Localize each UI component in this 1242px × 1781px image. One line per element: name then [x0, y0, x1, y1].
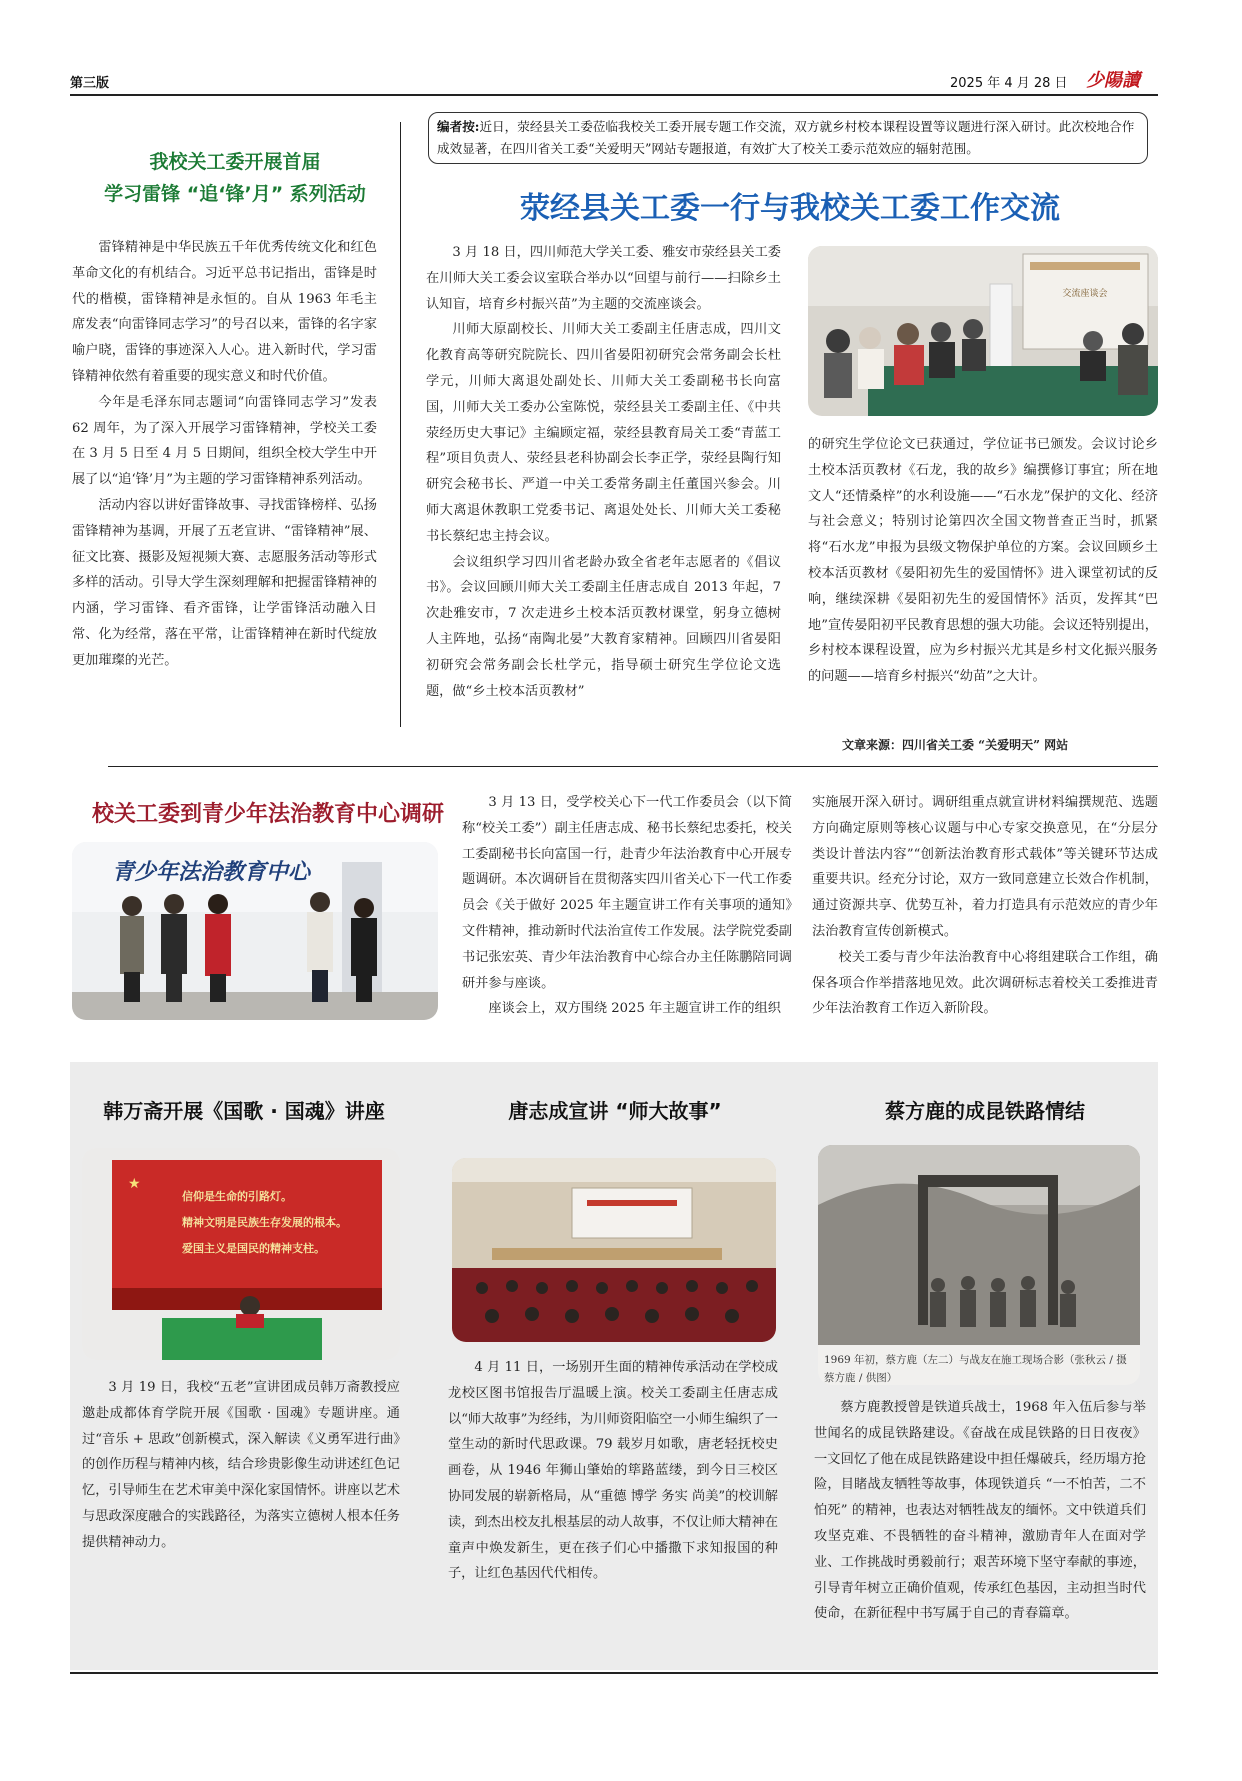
- slide-line: 信仰是生命的引路灯。: [182, 1190, 292, 1203]
- tang-lecture-hall-photo: [452, 1158, 776, 1342]
- han-text: [82, 1375, 400, 1556]
- tang-paragraph: 4 月 11 日，一场别开生面的精神传承活动在学校成龙校区图书馆报告厅温暖上演。校关工委副主任唐志成以“师大故事”为经纬，为川师资阳临空一小师生编织了一堂生动的新时代思政课。79 载岁月如歌，唐老轻抚校史画卷，从 1946 年狮山肇始的筚路蓝缕，到今日三校区协同发展的崭新格局，从“重德 博学 务实 尚美”的校训解读，到杰出校友扎根基层的动人故事，不仅让师大精神在童声中焕发新生，更在孩子们心中播撒下求知报国的种子，让红色基因代代相传。: [448, 1360, 778, 1582]
- svg-text:★: ★: [128, 1176, 141, 1192]
- law-center-sign-text: 青少年法治教育中心: [112, 860, 311, 885]
- lei-feng-paragraph: 今年是毛泽东同志题词“向雷锋同志学习”发表 62 周年，为了深入开展学习雷锋精神，学校关工委在 3 月 5 日至 4 月 5 日期间，组织全校大学生中开展了以“追‘锋’月”为主题的学习雷锋精神系列活动。: [72, 394, 377, 488]
- tang-text: [448, 1355, 778, 1587]
- cai-photo-caption: 1969 年初，蔡方鹿（左二）与战友在施工现场合影（张秋云 / 摄 蔡方鹿 / 供图）: [824, 1354, 1138, 1384]
- slide-line: 精神文明是民族生存发展的根本。: [182, 1216, 347, 1229]
- cai-paragraph: 蔡方鹿教授曾是铁道兵战士，1968 年入伍后参与举世闻名的成昆铁路建设。《奋战在成昆铁路的日日夜夜》一文回忆了他在成昆铁路建设中担任爆破兵，经历塌方抢险，目睹战友牺牲等故事，体现铁道兵 “一不怕苦，二不怕死” 的精神，也表达对牺牲战友的缅怀。文中铁道兵们攻坚克难、不畏牺牲的奋斗精神，激励青年人在面对学业、工作挑战时勇毅前行；艰苦环境下坚守奉献的事迹，引导青年树立正确价值观，传承红色基因，主动担当时代使命，在新征程中书写属于自己的青春篇章。: [814, 1400, 1146, 1622]
- yingjing-title: 荥经县关工委一行与我校关工委工作交流: [520, 191, 1060, 226]
- law-center-title: 校关工委到青少年法治教育中心调研: [92, 802, 445, 827]
- han-paragraph: 3 月 19 日，我校“五老”宣讲团成员韩万斋教授应邀赴成都体育学院开展《国歌 · 国魂》专题讲座。通过“音乐 + 思政”创新模式，深入解读《义勇军进行曲》的创作历程与精神内核，结合珍贵影像生动讲述红色记忆，引导师生在艺术审美中深化家国情怀。讲座以艺术与思政深度融合的实践路径，为落实立德树人根本任务提供精神动力。: [82, 1380, 400, 1550]
- tang-title: 唐志成宣讲 “师大故事”: [508, 1099, 722, 1123]
- yingjing-paragraph: 的研究生学位论文已获通过，学位证书已颁发。会议讨论乡土校本活页教材《石龙，我的故乡》编撰修订事宜；所在地文人“还情桑梓”的水利设施——“石水龙”保护的文化、经济与社会意义；特别讨论第四次全国文物普查正当时，抓紧将“石水龙”申报为县级文物保护单位的方案。会议回顾乡土校本活页教材《晏阳初先生的爱国情怀》进入课堂初试的反响，继续深耕《晏阳初先生的爱国情怀》活页，发挥其“巴地”宣传晏阳初平民教育思想的强大功能。会议还特别提出，乡村校本课程设置，应为乡村振兴尤其是乡村文化振兴服务的问题——培育乡村振兴“幼苗”之大计。: [808, 437, 1158, 685]
- yingjing-col1: [426, 240, 781, 704]
- yingjing-paragraph: 会议组织学习四川省老龄办致全省老年志愿者的《倡议书》。会议回顾川师大关工委副主任唐志成自 2013 年起，7 次赴雅安市，7 次走进乡土校本活页教材课堂，躬身立德树人主阵地，弘扬“南陶北晏”大教育家精神。回顾四川省晏阳初研究会常务副会长杜学元，指导硕士研究生学位论文选题，做“乡土校本活页教材”: [426, 554, 781, 699]
- meeting-room-image: [808, 246, 1158, 416]
- yingjing-paragraph: 3 月 18 日，四川师范大学关工委、雅安市荥经县关工委在川师大关工委会议室联合举办以“回望与前行——扫除乡土认知盲，培育乡村振兴苗”为主题的交流座谈会。: [426, 245, 781, 312]
- law-center-photo: [72, 842, 438, 1020]
- meeting-screen-text: 交流座谈会: [1062, 289, 1108, 299]
- lecture-slide-image: [82, 1148, 400, 1360]
- editor-note-text: 近日，荥经县关工委莅临我校关工委开展专题工作交流，双方就乡村校本课程设置等议题进行深入研讨。此次校地合作成效显著，在四川省关工委“关爱明天”网站专题报道，有效扩大了校关工委示范效应的辐射范围。: [437, 119, 1135, 156]
- railway-historic-image: [818, 1145, 1140, 1345]
- lei-feng-paragraph: 活动内容以讲好雷锋故事、寻找雷锋榜样、弘扬雷锋精神为基调，开展了五老宣讲、“雷锋精神”展、征文比赛、摄影及短视频大赛、志愿服务活动等形式多样的活动。引导大学生深刻理解和把握雷锋精神的内涵，学习雷锋、看齐雷锋，让学雷锋活动融入日常、化为经常，落在平常，让雷锋精神在新时代绽放更加璀璨的光芒。: [72, 497, 377, 668]
- lei-feng-paragraph: 雷锋精神是中华民族五千年优秀传统文化和红色革命文化的有机结合。习近平总书记指出，雷锋是时代的楷模，雷锋精神是永恒的。自从 1963 年毛主席发表“向雷锋同志学习”的号召以来，雷锋的名字家喻户晓，雷锋的事迹深入人心。进入新时代，学习雷锋精神依然有着重要的现实意义和时代价值。: [72, 240, 377, 384]
- yingjing-source: 文章来源：四川省关工委 “关爱明天” 网站: [842, 738, 1069, 752]
- cai-title: 蔡方鹿的成昆铁路情结: [885, 1099, 1085, 1123]
- law-center-col2: [812, 790, 1158, 1022]
- section-divider: [108, 766, 1158, 767]
- masthead-logo: 少陽讀: [1086, 70, 1140, 91]
- lei-feng-title-line2: 学习雷锋 “追‘锋’月” 系列活动: [104, 183, 366, 205]
- law-center-paragraph: 校关工委与青少年法治教育中心将组建联合工作组，确保各项合作举措落地见效。此次调研标志着校关工委推进青少年法治教育工作迈入新阶段。: [812, 949, 1158, 1017]
- lei-feng-title: [70, 146, 400, 210]
- han-title: 韩万斋开展《国歌 · 国魂》讲座: [103, 1099, 385, 1123]
- header-rule: [70, 94, 1158, 96]
- footer-rule: [70, 1672, 1158, 1674]
- cai-railway-photo: [818, 1145, 1140, 1385]
- law-center-group-image: [72, 842, 438, 1020]
- law-center-col1: [462, 790, 792, 1022]
- yingjing-paragraph: 川师大原副校长、川师大关工委副主任唐志成，四川文化教育高等研究院院长、四川省晏阳初研究会常务副会长杜学元，川师大离退处副处长、川师大关工委副秘书长向富国，川师大关工委办公室陈悦，荥经县关工委副主任、《中共荥经历史大事记》主编顾定福，荥经县教育局关工委“青蓝工程”项目负责人、荥经县老科协副会长李正学，荥经县陶行知研究会秘书长、严道一中关工委常务副主任董国兴参会。川师大离退休教职工党委书记、离退处处长、川师大关工委秘书长蔡纪忠主持会议。: [426, 322, 781, 544]
- lei-feng-body: [72, 235, 377, 674]
- lei-feng-title-line1: 我校关工委开展首届: [149, 151, 321, 173]
- issue-date: 2025 年 4 月 28 日: [950, 76, 1068, 91]
- editor-note-label: 编者按:: [437, 119, 480, 134]
- left-column-divider: [400, 122, 401, 727]
- law-center-paragraph: 实施展开深入研讨。调研组重点就宣讲材料编撰规范、选题方向确定原则等核心议题与中心专家交换意见，在“分层分类设计普法内容”“创新法治教育形式载体”等关键环节达成重要共识。经充分讨论，双方一致同意建立长效合作机制，通过资源共享、优势互补，着力打造具有示范效应的青少年法治教育宣传创新模式。: [812, 795, 1158, 939]
- page-label: 第三版: [70, 76, 110, 91]
- han-lecture-photo: [82, 1148, 400, 1360]
- law-center-paragraph: 3 月 13 日，受学校关心下一代工作委员会（以下简称“校关工委”）副主任唐志成、秘书长蔡纪忠委托，校关工委副秘书长向富国一行，赴青少年法治教育中心开展专题调研。本次调研旨在贯彻落实四川省关心下一代工作委员会《关于做好 2025 年主题宣讲工作有关事项的通知》文件精神，推动新时代法治宣传工作发展。法学院党委副书记张宏英、青少年法治教育中心综合办主任陈鹏陪同调研并参与座谈。: [462, 795, 792, 991]
- law-center-paragraph: 座谈会上，双方围绕 2025 年主题宣讲工作的组织: [488, 1001, 781, 1017]
- cai-text: [814, 1395, 1146, 1627]
- lecture-hall-image: [452, 1158, 776, 1342]
- yingjing-col2: [808, 432, 1158, 690]
- slide-line: 爱国主义是国民的精神支柱。: [182, 1242, 325, 1255]
- editor-note-box: [428, 112, 1148, 164]
- yingjing-meeting-photo: [808, 246, 1158, 416]
